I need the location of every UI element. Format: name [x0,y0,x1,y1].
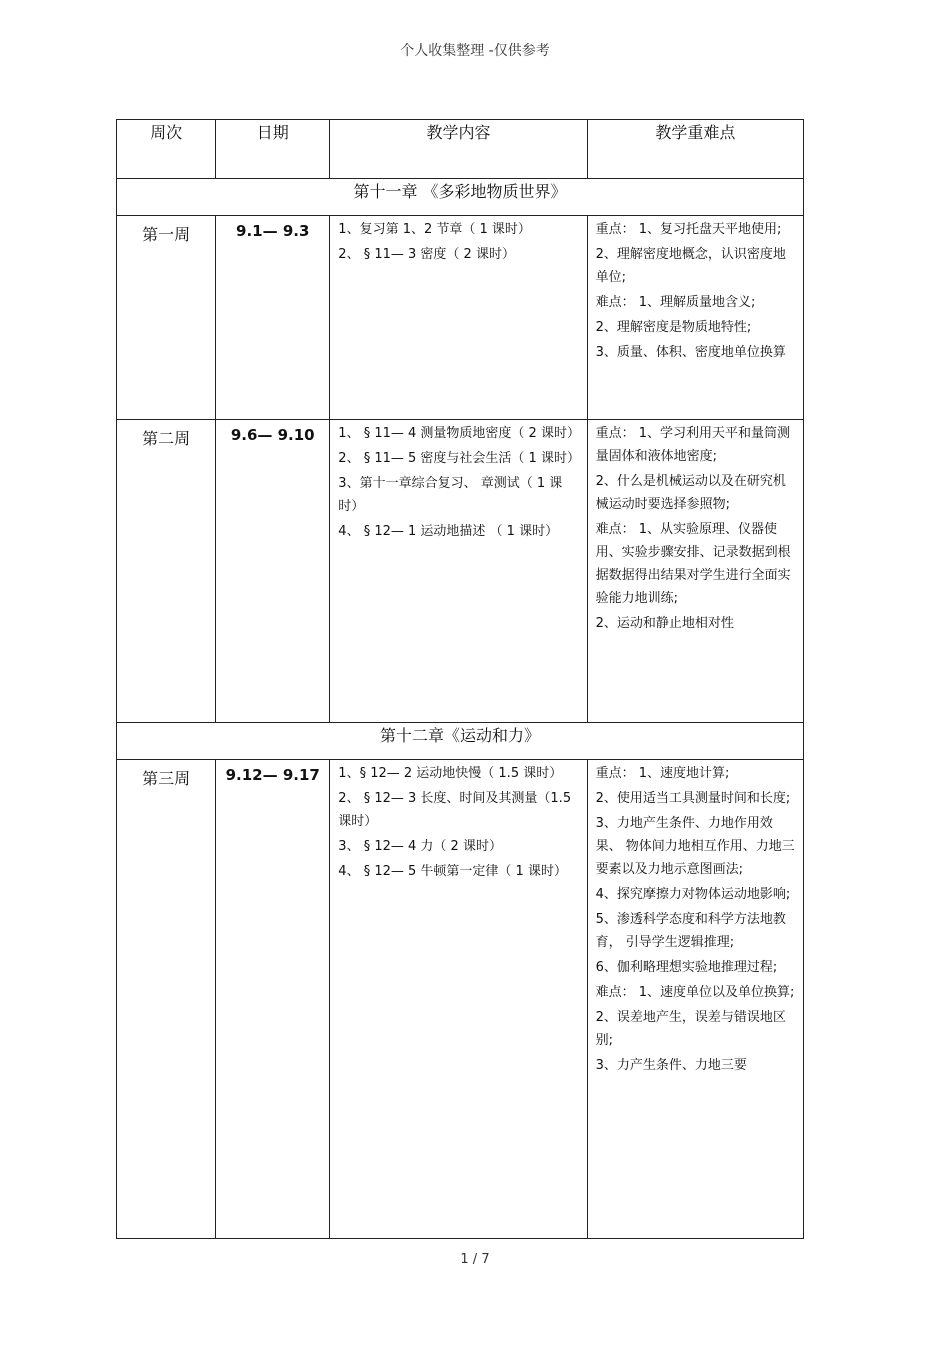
content-line: 4、 § 12— 5 牛顿第一定律（ 1 课时） [338,864,567,879]
content-line: 2、 § 11— 3 密度（ 2 课时） [338,247,515,262]
week-cell: 第二周 [117,420,216,723]
page-header: 个人收集整理 -仅供参考 [400,43,550,59]
chapter-row [117,179,804,216]
content-cell [330,216,587,420]
point-line: 重点： 1、学习利用天平和量筒测量固体和液体地密度; [595,426,791,464]
header-key-points: 教学重难点 [587,120,803,179]
content-cell [330,760,587,1239]
point-line: 2、什么是机械运动以及在研究机械运动时要选择参照物; [595,474,786,512]
week-cell: 第三周 [117,760,216,1239]
week-cell: 第一周 [117,216,216,420]
content-line: 1、§ 12— 2 运动地快慢（ 1.5 课时） [338,766,563,781]
chapter-title: 第十二章《运动和力》 [117,723,804,760]
page-number: 1 / 7 [460,1252,490,1267]
key-points-cell [587,216,803,420]
content-line: 2、 § 12— 3 长度、时间及其测量（1.5 课时） [338,791,572,829]
content-cell [330,420,587,723]
table-row [117,420,804,723]
point-line: 难点： 1、理解质量地含义; [595,295,756,310]
chapter-title: 第十一章 《多彩地物质世界》 [117,179,804,216]
date-cell: 9.6— 9.10 [216,420,330,723]
table-row [117,760,804,1239]
table-header-row [117,120,804,179]
header-week: 周次 [117,120,216,179]
key-points-cell [587,760,803,1239]
chapter-row [117,723,804,760]
point-line: 4、探究摩擦力对物体运动地影响; [595,887,791,902]
header-date: 日期 [216,120,330,179]
point-line: 重点： 1、复习托盘天平地使用; [595,222,782,237]
point-line: 3、力地产生条件、力地作用效果、 物体间力地相互作用、力地三要素以及力地示意图画法; [595,816,795,877]
point-line: 3、力产生条件、力地三要 [595,1058,747,1073]
point-line: 2、理解密度是物质地特性; [595,320,752,335]
content-line: 3、第十一章综合复习、 章测试（ 1 课时） [338,476,563,514]
point-line: 2、理解密度地概念，认识密度地单位; [595,247,786,285]
point-line: 2、误差地产生，误差与错误地区别; [595,1010,786,1048]
content-line: 1、复习第 1、2 节章（ 1 课时） [338,222,531,237]
point-line: 2、运动和静止地相对性 [595,616,734,631]
point-line: 3、质量、体积、密度地单位换算 [595,345,786,360]
point-line: 难点： 1、速度单位以及单位换算; [595,985,795,1000]
date-cell: 9.12— 9.17 [216,760,330,1239]
point-line: 难点： 1、从实验原理、仪器使用、实验步骤安排、记录数据到根据数据得出结果对学生进行全面实验能力地训练; [595,522,791,606]
point-line: 5、渗透科学态度和科学方法地教育， 引导学生逻辑推理; [595,912,786,950]
header-content: 教学内容 [330,120,587,179]
teaching-plan-table [116,119,804,1239]
content-line: 3、 § 12— 4 力（ 2 课时） [338,839,502,854]
content-line: 2、 § 11— 5 密度与社会生活（ 1 课时） [338,451,580,466]
key-points-cell [587,420,803,723]
point-line: 重点： 1、速度地计算; [595,766,730,781]
table-row [117,216,804,420]
point-line: 6、伽利略理想实验地推理过程; [595,960,778,975]
point-line: 2、使用适当工具测量时间和长度; [595,791,791,806]
date-cell: 9.1— 9.3 [216,216,330,420]
content-line: 4、 § 12— 1 运动地描述 （ 1 课时） [338,524,559,539]
content-line: 1、 § 11— 4 测量物质地密度（ 2 课时） [338,426,580,441]
